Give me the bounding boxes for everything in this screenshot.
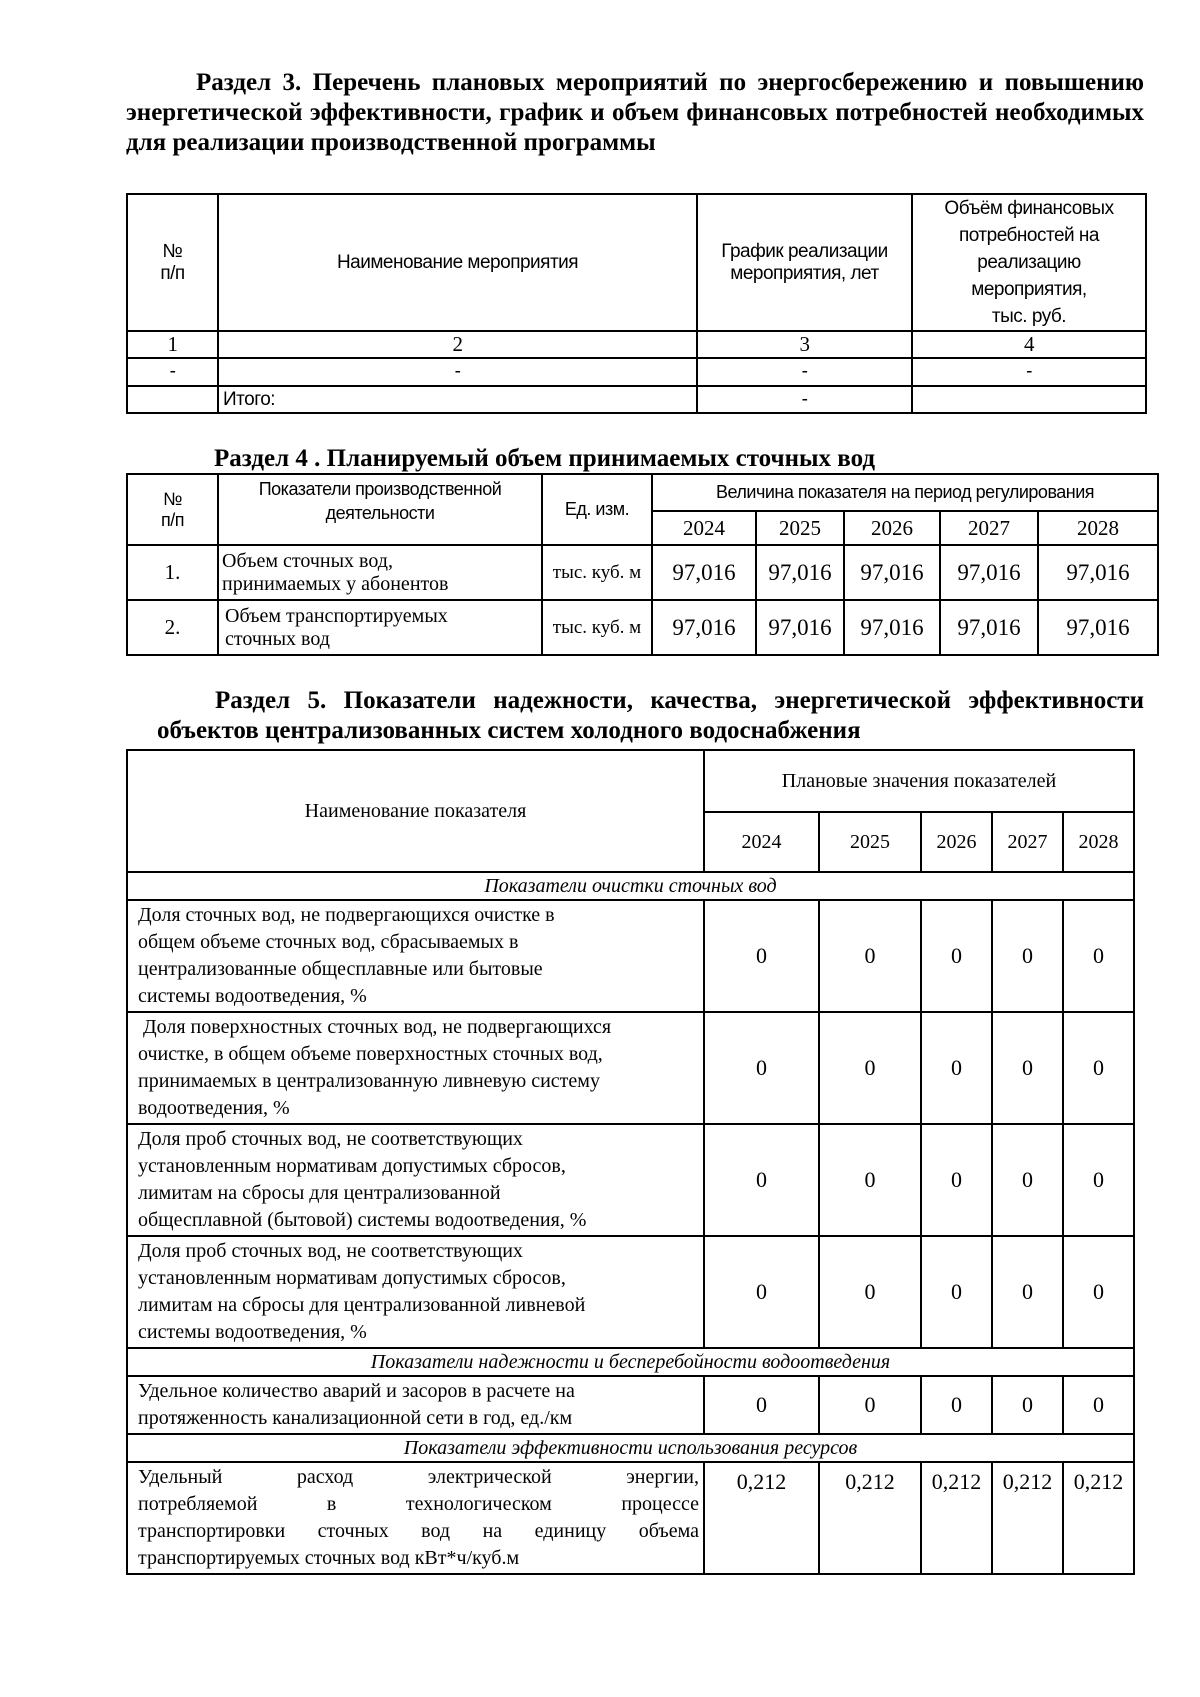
indicator-value: 0 xyxy=(819,1236,921,1348)
row-num: 2. xyxy=(127,600,218,655)
indicator-value: 0 xyxy=(819,1376,921,1434)
indicator-value: 0,212 xyxy=(1063,1462,1134,1574)
header-num: № п/п xyxy=(127,194,218,331)
column-number: 2 xyxy=(218,331,697,358)
table-row xyxy=(127,1462,1134,1574)
row-num: 1. xyxy=(127,545,218,600)
year-header: 2026 xyxy=(921,812,992,872)
year-header: 2028 xyxy=(1038,511,1158,545)
table-row xyxy=(127,1376,1134,1434)
indicator-value: 0 xyxy=(819,1012,921,1124)
indicator-value: 0 xyxy=(704,1124,819,1236)
table-row xyxy=(127,600,1158,655)
category-row xyxy=(127,1348,1134,1376)
indicator-value: 0 xyxy=(1063,1236,1134,1348)
row-value: 97,016 xyxy=(652,545,756,600)
indicator-label: Удельное количество аварий и засоров в расчете на протяженность канализационной сети в год, ед./км xyxy=(127,1376,704,1434)
row-label: Объем транспортируемых сточных вод xyxy=(218,600,542,655)
column-number: 4 xyxy=(912,331,1146,358)
section3-title: Раздел 3. Перечень плановых мероприятий по энергосбережению и повышению энергетической эффективности, график и объем финансовых потребностей необходимых для реализации производственной программы xyxy=(126,69,1144,156)
header-indicator-name: Наименование показателя xyxy=(127,750,704,872)
indicator-value: 0 xyxy=(992,1376,1063,1434)
table-row xyxy=(127,1236,1134,1348)
section4-table xyxy=(126,473,1159,656)
category-row xyxy=(127,872,1134,900)
row-value: 97,016 xyxy=(652,600,756,655)
indicator-label: Доля поверхностных сточных вод, не подвергающихся очистке, в общем объеме поверхностных сточных вод, принимаемых в централизованную ливневую систему водоотведения, % xyxy=(127,1012,704,1124)
table-row xyxy=(127,1012,1134,1124)
table-cell: - xyxy=(697,358,912,386)
column-number-row xyxy=(127,331,1146,358)
row-label: Объем сточных вод, принимаемых у абонентов xyxy=(218,545,542,600)
indicator-value: 0 xyxy=(921,1124,992,1236)
row-unit: тыс. куб. м xyxy=(542,600,652,655)
table-cell: - xyxy=(127,358,218,386)
section5-table xyxy=(126,749,1135,1575)
indicator-value: 0 xyxy=(992,1124,1063,1236)
indicator-label: Доля проб сточных вод, не соответствующих установленным нормативам допустимых сбросов, лимитам на сбросы для централизованной ливневой системы водоотведения, % xyxy=(127,1236,704,1348)
year-header: 2025 xyxy=(819,812,921,872)
total-label: Итого: xyxy=(218,386,697,413)
table-row xyxy=(127,900,1134,1012)
year-header: 2026 xyxy=(844,511,940,545)
indicator-value: 0,212 xyxy=(921,1462,992,1574)
indicator-label: Доля сточных вод, не подвергающихся очистке в общем объеме сточных вод, сбрасываемых в централизованные общесплавные или бытовые системы водоотведения, % xyxy=(127,900,704,1012)
indicator-value: 0 xyxy=(704,1376,819,1434)
indicator-label: Доля проб сточных вод, не соответствующих установленным нормативам допустимых сбросов, лимитам на сбросы для централизованной общесплавной (бытовой) системы водоотведения, % xyxy=(127,1124,704,1236)
indicator-value: 0 xyxy=(704,900,819,1012)
header-schedule: График реализации мероприятия, лет xyxy=(697,194,912,331)
year-header: 2024 xyxy=(652,511,756,545)
indicator-value: 0 xyxy=(992,1012,1063,1124)
year-header: 2027 xyxy=(992,812,1063,872)
category-efficiency: Показатели эффективности использования ресурсов xyxy=(127,1434,1134,1462)
row-unit: тыс. куб. м xyxy=(542,545,652,600)
indicator-value: 0 xyxy=(819,900,921,1012)
indicator-value: 0 xyxy=(819,1124,921,1236)
indicator-label: Удельный расход электрической энергии, потребляемой в технологическом процессе транспортировки сточных вод на единицу объема транспортируемых сточных вод кВт*ч/куб.м xyxy=(127,1462,704,1574)
table-cell xyxy=(127,386,218,413)
column-number: 3 xyxy=(697,331,912,358)
table-header-row xyxy=(127,750,1134,812)
indicator-value: 0 xyxy=(921,1012,992,1124)
section4-title: Раздел 4 . Планируемый объем принимаемых сточных вод xyxy=(214,445,876,472)
table-cell: - xyxy=(218,358,697,386)
indicator-value: 0,212 xyxy=(992,1462,1063,1574)
row-value: 97,016 xyxy=(756,545,844,600)
row-value: 97,016 xyxy=(844,600,940,655)
table-row xyxy=(127,1124,1134,1236)
indicator-value: 0 xyxy=(921,1236,992,1348)
section3-table xyxy=(126,193,1147,414)
column-number: 1 xyxy=(127,331,218,358)
indicator-value: 0 xyxy=(1063,1124,1134,1236)
row-value: 97,016 xyxy=(1038,545,1158,600)
row-value: 97,016 xyxy=(940,600,1038,655)
row-value: 97,016 xyxy=(844,545,940,600)
category-reliability: Показатели надежности и бесперебойности водоотведения xyxy=(127,1348,1134,1376)
header-finance: Объём финансовых потребностей на реализацию мероприятия, тыс. руб. xyxy=(912,194,1146,331)
table-cell xyxy=(912,386,1146,413)
section5-title: Раздел 5. Показатели надежности, качества, энергетической эффективности объектов централизованных систем холодного водоснабжения xyxy=(157,687,1144,744)
table-row xyxy=(127,545,1158,600)
indicator-value: 0 xyxy=(921,1376,992,1434)
category-cleaning: Показатели очистки сточных вод xyxy=(127,872,1134,900)
header-period: Величина показателя на период регулирования xyxy=(652,474,1158,511)
indicator-value: 0 xyxy=(704,1012,819,1124)
header-unit: Ед. изм. xyxy=(542,474,652,545)
year-header: 2024 xyxy=(704,812,819,872)
row-value: 97,016 xyxy=(756,600,844,655)
indicator-value: 0,212 xyxy=(819,1462,921,1574)
total-schedule: - xyxy=(697,386,912,413)
indicator-value: 0 xyxy=(992,900,1063,1012)
year-header: 2028 xyxy=(1063,812,1134,872)
indicator-value: 0 xyxy=(1063,1012,1134,1124)
table-row xyxy=(127,358,1146,386)
indicator-value: 0,212 xyxy=(704,1462,819,1574)
header-plan-values: Плановые значения показателей xyxy=(704,750,1134,812)
year-header: 2025 xyxy=(756,511,844,545)
table-cell: - xyxy=(912,358,1146,386)
indicator-value: 0 xyxy=(921,900,992,1012)
table-header-row xyxy=(127,194,1146,331)
indicator-value: 0 xyxy=(1063,1376,1134,1434)
header-num: № п/п xyxy=(127,474,218,545)
header-activity-name: Наименование мероприятия xyxy=(218,194,697,331)
category-row xyxy=(127,1434,1134,1462)
indicator-value: 0 xyxy=(1063,900,1134,1012)
header-indicator: Показатели производственной деятельности xyxy=(218,474,542,545)
row-value: 97,016 xyxy=(1038,600,1158,655)
year-header: 2027 xyxy=(940,511,1038,545)
indicator-value: 0 xyxy=(992,1236,1063,1348)
row-value: 97,016 xyxy=(940,545,1038,600)
total-row xyxy=(127,386,1146,413)
indicator-value: 0 xyxy=(704,1236,819,1348)
table-header-row xyxy=(127,474,1158,511)
